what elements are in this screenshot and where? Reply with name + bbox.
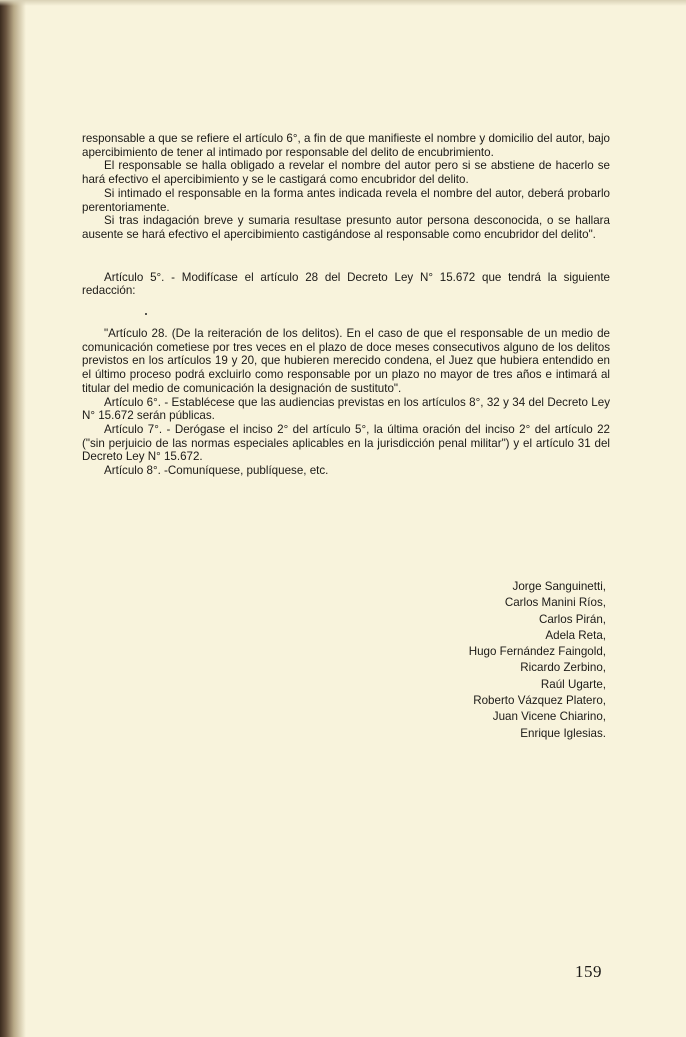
- paragraph-proof: Si intimado el responsable en la forma antes indicada revela el nombre del autor, deberá probarlo perentoriamente.: [82, 186, 610, 214]
- signatory: Juan Vicene Chiarino,: [492, 710, 606, 724]
- paragraph-continuation: responsable a que se refiere el artículo 6°, a fin de que manifieste el nombre y domicilio del autor, bajo apercibimiento de tener al intimado por responsable del delito de encubrimiento.: [82, 132, 610, 159]
- signatory: Carlos Manini Ríos,: [504, 596, 606, 610]
- signatory: Jorge Sanguinetti,: [512, 580, 606, 593]
- signatory: Carlos Pirán,: [538, 612, 606, 626]
- page-top-edge: [0, 0, 686, 6]
- article-8: Artículo 8°. -Comuníquese, publíquese, etc.: [104, 464, 329, 478]
- stray-dot: [145, 313, 147, 315]
- article-28-quote: "Artículo 28. (De la reiteración de los delitos). En el caso de que el responsable de un medio de comunicación cometiese por tres veces en el plazo de doce meses consecutivos alguno de los delitos previstos en los artículos 19 y 20, que hubieren merecido condena, el Juez que hubiera entendido en el último proceso podrá excluirlo como responsable por un plazo no mayor de tres años e intimará al titular del medio de comunicación la designación de sustituto".: [82, 327, 610, 395]
- body-text: [82, 132, 610, 478]
- paragraph-unknown-author: Si tras indagación breve y sumaria resultase presunto autor persona desconocida, o se hallara ausente se hará efectivo el apercibimiento castigándose al responsable como encubridor del delito".: [82, 214, 610, 241]
- signatory: Raúl Ugarte,: [540, 677, 606, 691]
- article-7: Artículo 7°. - Derógase el inciso 2° del artículo 5°, la última oración del inciso 2° del artículo 22 ("sin perjuicio de las normas especiales aplicables en la jurisdicción penal militar") y el artículo 31 del Decreto Ley N° 15.672.: [82, 422, 610, 464]
- article-6: Artículo 6°. - Establécese que las audiencias previstas en los artículos 8°, 32 y 34 del Decreto Ley N° 15.672 serán públicas.: [82, 395, 610, 423]
- article-5: Artículo 5°. - Modifícase el artículo 28 del Decreto Ley N° 15.672 que tendrá la siguiente redacción:: [82, 270, 610, 298]
- signatories-list: [469, 579, 606, 742]
- signatory: Enrique Iglesias.: [520, 726, 606, 740]
- signatory: Ricardo Zerbino,: [520, 661, 606, 675]
- signatory: Adela Reta,: [545, 628, 606, 642]
- signatory: Hugo Fernández Faingold,: [468, 645, 606, 659]
- paragraph-obligation: El responsable se halla obligado a revelar el nombre del autor pero si se abstiene de hacerlo se hará efectivo el apercibimiento y se le castigará como encubridor del delito.: [82, 159, 610, 187]
- book-spine-shadow: [0, 0, 26, 1037]
- page-number: 159: [575, 962, 602, 981]
- signatory: Roberto Vázquez Platero,: [473, 694, 606, 708]
